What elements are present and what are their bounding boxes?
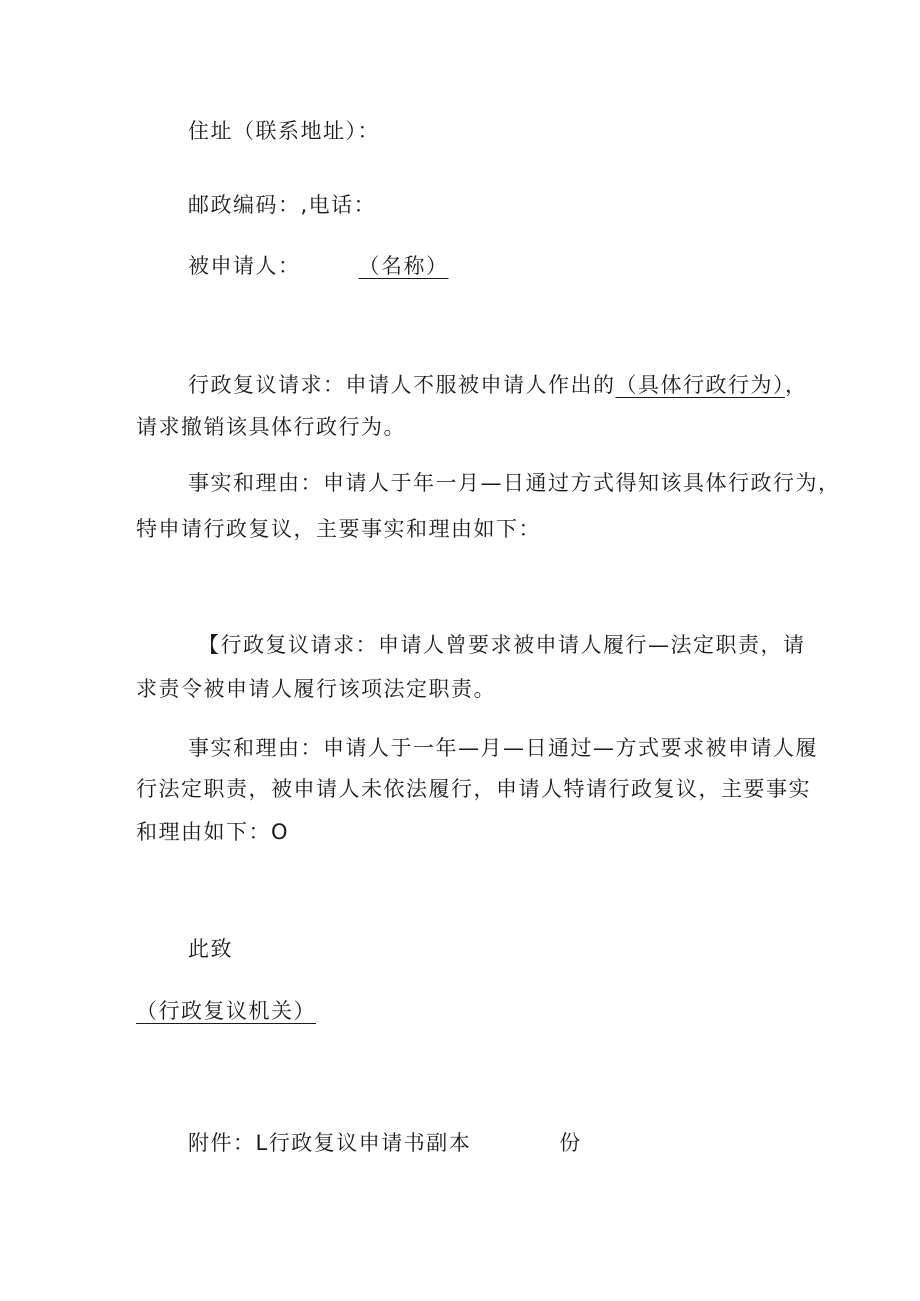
respondent-line xyxy=(188,251,449,281)
request-line-1 xyxy=(188,370,808,400)
facts-line-2: 特申请行政复议，主要事实和理由如下： xyxy=(136,517,541,541)
attachment-line xyxy=(188,1128,582,1158)
duty-request-line-1: 【行政复议请求：申请人曾要求被申请人履行—法定职责，请 xyxy=(198,633,806,657)
respondent-name-blank: （名称） xyxy=(358,254,449,278)
duty-facts-line-3: 和理由如下：O xyxy=(136,820,290,844)
address-field-label: 住址（联系地址）： xyxy=(188,119,380,143)
duty-facts-line-1: 事实和理由：申请人于一年—月—日通过—方式要求被申请人履 xyxy=(188,736,818,760)
postcode-phone-label: 邮政编码：,电话： xyxy=(188,193,377,217)
specific-act-blank: （具体行政行为） xyxy=(615,373,785,397)
attachment-label: 附件：L行政复议申请书副本 xyxy=(188,1131,472,1155)
authority-blank: （行政复议机关） xyxy=(136,999,316,1023)
duty-request-line-2: 求责令被申请人履行该项法定职责。 xyxy=(136,677,496,701)
request-prefix: 行政复议请求：申请人不服被申请人作出的 xyxy=(188,373,616,397)
request-suffix: ， xyxy=(785,373,808,397)
facts-line-1: 事实和理由：申请人于年一月—日通过方式得知该具体行政行为， xyxy=(188,471,841,495)
attachment-copies-unit: 份 xyxy=(559,1131,582,1155)
respondent-label: 被申请人： xyxy=(188,254,301,278)
request-line-2: 请求撤销该具体行政行为。 xyxy=(136,415,406,439)
duty-facts-line-2: 行法定职责，被申请人未依法履行，申请人特请行政复议，主要事实 xyxy=(136,777,811,801)
closing-salutation: 此致 xyxy=(188,937,233,961)
